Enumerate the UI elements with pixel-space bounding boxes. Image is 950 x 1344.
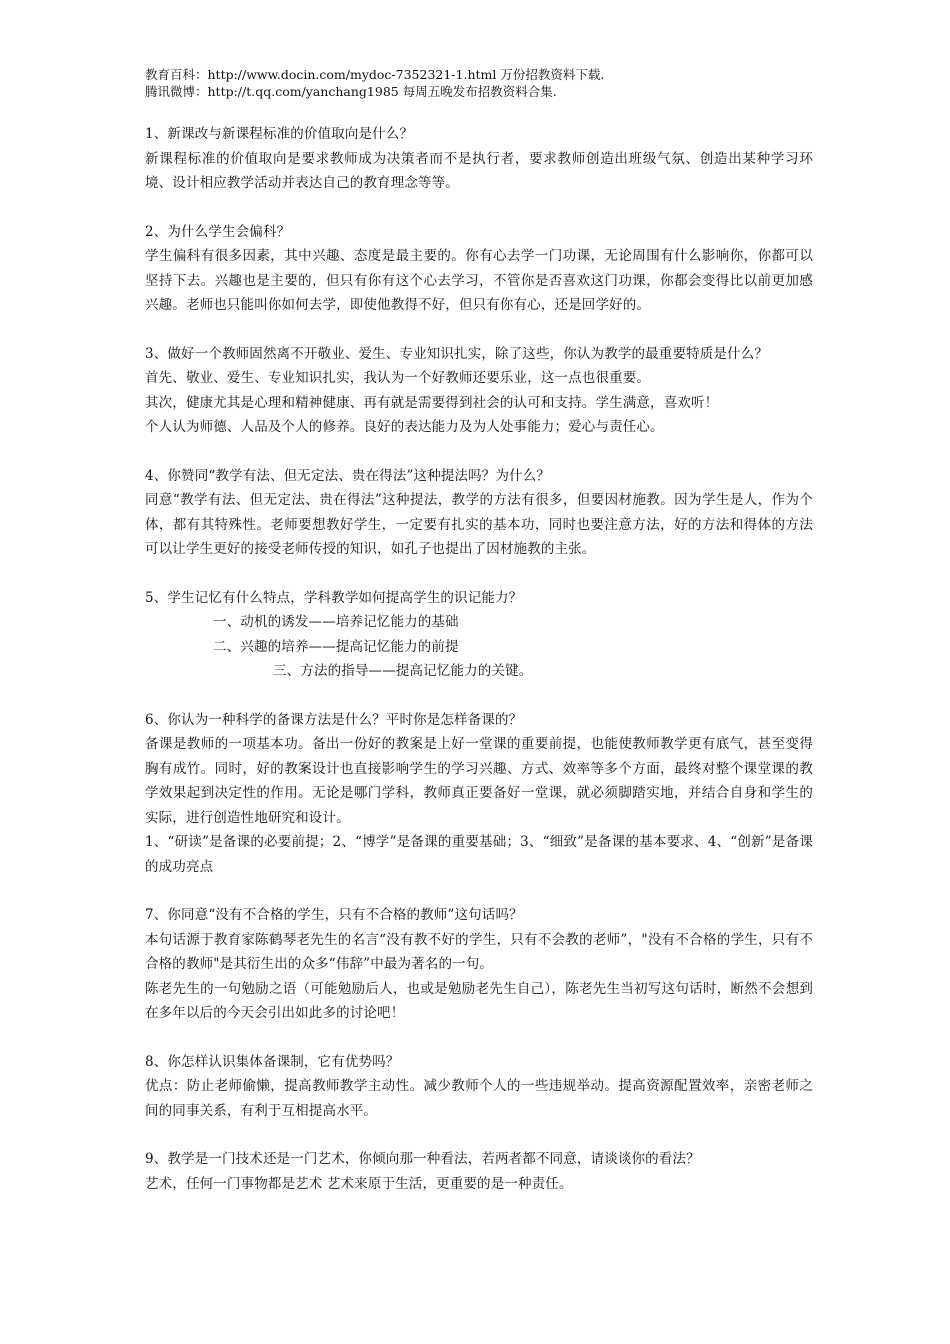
document-page bbox=[145, 66, 813, 1220]
question-7: 7、你同意“没有不合格的学生，只有不合格的教师”这句话吗？ bbox=[145, 907, 523, 923]
answer-4-paragraph: 同意“教学有法、但无定法、贵在得法”这种提法，教学的方法有很多，但要因材施教。因为学生是人，作为个体，都有其特殊性。老师要想教好学生，一定要有扎实的基本功，同时也要注意方法，好的方法和得体的方法可以让学生更好的接受老师传授的知识，如孔子也提出了因材施教的主张。 bbox=[145, 492, 813, 557]
qa-section-9 bbox=[145, 1147, 813, 1196]
answer-7-paragraph: 本句话源于教育家陈鹤琴老先生的名言“没有教不好的学生，只有不会教的老师”，"没有不合格的学生，只有不合格的教师"是其衍生出的众多“伟辞”中最为著名的一句。 bbox=[145, 931, 813, 972]
qa-section-3 bbox=[145, 342, 813, 440]
answer-2-paragraph: 学生偏科有很多因素，其中兴趣、态度是最主要的。你有心去学一门功课，无论周围有什么影响你，你都可以坚持下去。兴趣也是主要的，但只有你有这个心去学习，不管你是否喜欢这门功课，你都会变得比以前更加感兴趣。老师也只能叫你如何去学，即使他教得不好，但只有你有心，还是回学好的。 bbox=[145, 248, 813, 313]
qa-section-7 bbox=[145, 903, 813, 1026]
qa-section-5 bbox=[145, 586, 813, 684]
answer-5-list-item: 二、兴趣的培养——提高记忆能力的前提 bbox=[213, 638, 459, 655]
question-2: 2、为什么学生会偏科？ bbox=[145, 223, 291, 240]
answer-6-paragraph: 1、“研读”是备课的必要前提；2、“博学”是备课的重要基础；3、“细致”是备课的基本要求、4、“创新”是备课的成功亮点 bbox=[145, 834, 813, 875]
header-line-2: 腾讯微博：http://t.qq.com/yanchang1985 每周五晚发布招教资料合集. bbox=[145, 84, 557, 99]
answer-1-paragraph: 新课程标准的价值取向是要求教师成为决策者而不是执行者，要求教师创造出班级气氛、创造出某种学习环境、设计相应教学活动并表达自己的教育理念等等。 bbox=[145, 150, 813, 191]
answer-7-paragraph: 陈老先生的一句勉励之语（可能勉励后人，也或是勉励老先生自己），陈老先生当初写这句话时，断然不会想到在多年以后的今天会引出如此多的讨论吧！ bbox=[145, 980, 813, 1021]
qa-section-8 bbox=[145, 1050, 813, 1124]
answer-5-list-item: 一、动机的诱发——培养记忆能力的基础 bbox=[213, 614, 459, 630]
answer-3-paragraph: 个人认为师德、人品及个人的修养。良好的表达能力及为人处事能力；爱心与责任心。 bbox=[145, 419, 664, 435]
question-1: 1、新课改与新课程标准的价值取向是什么？ bbox=[145, 126, 414, 142]
qa-section-2 bbox=[145, 220, 813, 318]
answer-6-paragraph: 备课是教师的一项基本功。备出一份好的教案是上好一堂课的重要前提，也能使教师教学更有底气，甚至变得胸有成竹。同时，好的教案设计也直接影响学生的学习兴趣、方式、效率等多个方面，最终对整个课堂课的教学效果起到决定性的作用。无论是哪门学科，教师真正要备好一堂课，就必须脚踏实地，并结合自身和学生的实际，进行创造性地研究和设计。 bbox=[145, 736, 813, 826]
question-9: 9、教学是一门技术还是一门艺术，你倾向那一种看法，若两者都不同意，请谈谈你的看法？ bbox=[145, 1151, 700, 1167]
answer-5-list-item: 三、方法的指导——提高记忆能力的关键。 bbox=[273, 663, 533, 679]
question-5: 5、学生记忆有什么特点，学科教学如何提高学生的识记能力？ bbox=[145, 589, 523, 606]
header-line-1: 教育百科：http://www.docin.com/mydoc-7352321-1.html 万份招教资料下载. bbox=[145, 67, 605, 82]
question-3: 3、做好一个教师固然离不开敬业、爱生、专业知识扎实，除了这些，你认为教学的最重要特质是什么？ bbox=[145, 345, 768, 362]
question-4: 4、你赞同“教学有法、但无定法、贵在得法”这种提法吗？为什么？ bbox=[145, 467, 551, 484]
answer-9-paragraph: 艺术，任何一门事物都是艺术 艺术来原于生活，更重要的是一种责任。 bbox=[145, 1175, 573, 1192]
answer-8-paragraph: 优点：防止老师偷懒，提高教师教学主动性。减少教师个人的一些违规举动。提高资源配置效率，亲密老师之间的同事关系，有利于互相提高水平。 bbox=[145, 1078, 813, 1119]
question-6: 6、你认为一种科学的备课方法是什么？平时你是怎样备课的？ bbox=[145, 711, 523, 728]
qa-section-1 bbox=[145, 122, 813, 196]
qa-section-4 bbox=[145, 464, 813, 562]
answer-3-paragraph: 首先、敬业、爱生、专业知识扎实，我认为一个好教师还要乐业，这一点也很重要。 bbox=[145, 370, 651, 386]
document-header bbox=[145, 66, 813, 100]
answer-3-paragraph: 其次，健康尤其是心理和精神健康、再有就是需要得到社会的认可和支持。学生满意，喜欢听！ bbox=[145, 394, 719, 411]
qa-section-6 bbox=[145, 708, 813, 880]
question-8: 8、你怎样认识集体备课制，它有优势吗？ bbox=[145, 1053, 400, 1070]
